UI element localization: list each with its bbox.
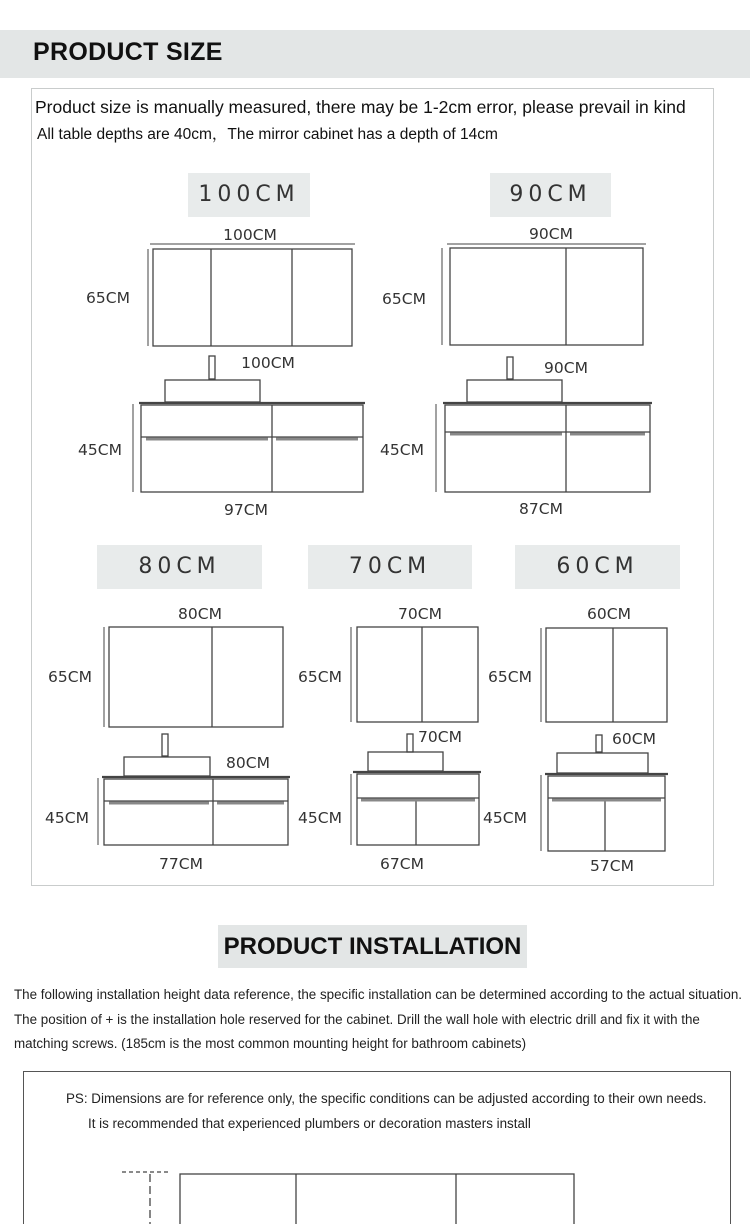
model-tag-80: 80CM bbox=[97, 545, 262, 589]
model-80-cabinet-width: 77CM bbox=[159, 855, 203, 873]
model-70-cabinet-width: 67CM bbox=[380, 855, 424, 873]
model-100-cabinet-width: 97CM bbox=[224, 501, 268, 519]
faucet-100 bbox=[209, 356, 215, 379]
installation-paragraph-line-3: matching screws. (185cm is the most common mounting height for bathroom cabinets) bbox=[14, 1036, 527, 1051]
depth-note: All table depths are 40cm，The mirror cabinet has a depth of 14cm bbox=[37, 126, 498, 143]
model-70-counter-width: 70CM bbox=[418, 728, 462, 746]
ps-note-line-2: It is recommended that experienced plumbers or decoration masters install bbox=[88, 1116, 531, 1131]
faucet-80 bbox=[162, 734, 168, 756]
basin-60 bbox=[557, 753, 648, 773]
product-installation-title: PRODUCT INSTALLATION bbox=[223, 933, 522, 960]
vanity-cabinet-80 bbox=[104, 779, 288, 845]
model-tag-100: 100CM bbox=[188, 173, 310, 217]
model-100-counter-width: 100CM bbox=[241, 354, 295, 372]
model-tag-90: 90CM bbox=[490, 173, 611, 217]
model-70-mirror-width: 70CM bbox=[398, 605, 442, 623]
model-100-cabinet-height: 45CM bbox=[78, 441, 122, 459]
model-60-counter-width: 60CM bbox=[612, 730, 656, 748]
measurement-note: Product size is manually measured, there may be 1-2cm error, please prevail in kind bbox=[35, 97, 686, 117]
faucet-70 bbox=[407, 734, 413, 752]
model-70-cabinet-height: 45CM bbox=[298, 809, 342, 827]
model-tag-70: 70CM bbox=[308, 545, 472, 589]
installation-paragraph-line-1: The following installation height data reference, the specific installation can be determined according to the actual situation. bbox=[14, 987, 742, 1002]
model-60-mirror-width: 60CM bbox=[587, 605, 631, 623]
installation-paragraph-line-2: The position of + is the installation hole reserved for the cabinet. Drill the wall hole with electric drill and fix it with the bbox=[14, 1012, 700, 1027]
model-100-mirror-height: 65CM bbox=[86, 289, 130, 307]
mirror-cabinet-60 bbox=[546, 628, 667, 722]
model-80-drawing bbox=[98, 627, 290, 845]
model-90-mirror-width: 90CM bbox=[529, 225, 573, 243]
model-tag-60: 60CM bbox=[515, 545, 680, 589]
vanity-cabinet-100 bbox=[141, 405, 363, 492]
model-80-counter-width: 80CM bbox=[226, 754, 270, 772]
basin-90 bbox=[467, 380, 562, 402]
model-70-mirror-height: 65CM bbox=[298, 668, 342, 686]
faucet-60 bbox=[596, 735, 602, 752]
product-installation-header bbox=[218, 925, 527, 968]
model-60-cabinet-width: 57CM bbox=[590, 857, 634, 875]
model-80-cabinet-height: 45CM bbox=[45, 809, 89, 827]
product-size-title: PRODUCT SIZE bbox=[33, 38, 223, 66]
model-90-counter-width: 90CM bbox=[544, 359, 588, 377]
mirror-cabinet-70 bbox=[357, 627, 478, 722]
vanity-cabinet-90 bbox=[445, 405, 650, 492]
model-80-mirror-width: 80CM bbox=[178, 605, 222, 623]
vanity-cabinet-70 bbox=[357, 774, 479, 845]
model-60-cabinet-height: 45CM bbox=[483, 809, 527, 827]
vanity-cabinet-60 bbox=[548, 776, 665, 851]
mirror-cabinet-90 bbox=[450, 248, 643, 345]
model-60-mirror-height: 65CM bbox=[488, 668, 532, 686]
model-80-mirror-height: 65CM bbox=[48, 668, 92, 686]
basin-70 bbox=[368, 752, 443, 771]
basin-100 bbox=[165, 380, 260, 402]
model-90-cabinet-height: 45CM bbox=[380, 441, 424, 459]
mirror-cabinet-100 bbox=[153, 249, 352, 346]
model-90-mirror-height: 65CM bbox=[382, 290, 426, 308]
faucet-90 bbox=[507, 357, 513, 379]
model-90-cabinet-width: 87CM bbox=[519, 500, 563, 518]
mirror-cabinet-80 bbox=[109, 627, 283, 727]
model-100-mirror-width: 100CM bbox=[223, 226, 277, 244]
ps-note-line-1: PS: Dimensions are for reference only, the specific conditions can be adjusted according to their own needs. bbox=[66, 1091, 707, 1106]
basin-80 bbox=[124, 757, 210, 776]
